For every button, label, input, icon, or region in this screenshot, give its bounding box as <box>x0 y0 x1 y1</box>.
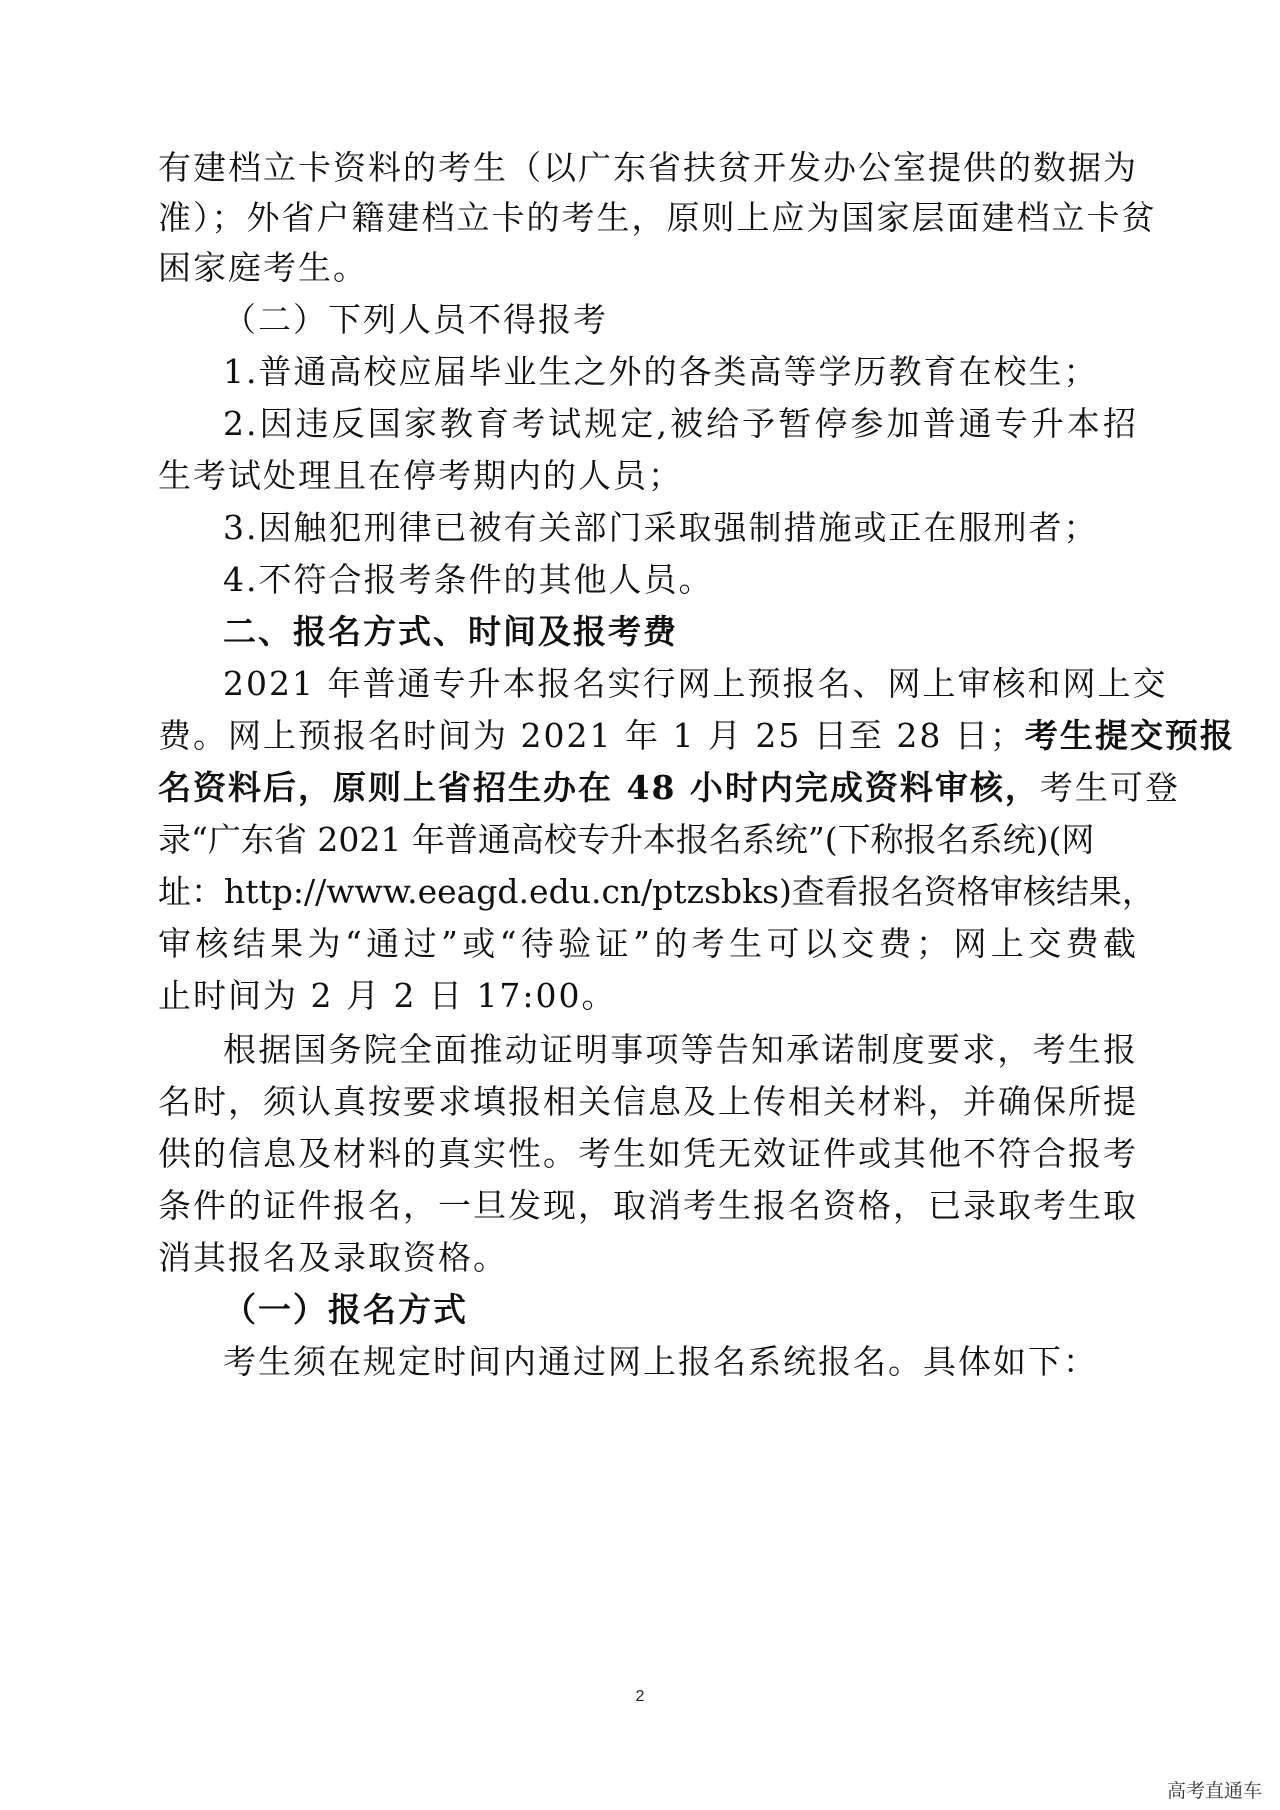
list-item: 1.普通高校应届毕业生之外的各类高等学历教育在校生； <box>223 352 1099 391</box>
watermark: 高考直通车 <box>1166 1780 1262 1802</box>
paragraph-line: 审核结果为“通过”或“待验证”的考生可以交费；网上交费截 <box>158 924 1138 963</box>
list-item: 4.不符合报考条件的其他人员。 <box>223 560 714 599</box>
bold-text-run: 名资料后，原则上省招生办在 48 小时内完成资料审核， <box>158 768 1040 807</box>
paragraph-line <box>158 768 1180 808</box>
paragraph-line: 名时，须认真按要求填报相关信息及上传相关材料，并确保所提 <box>158 1082 1138 1121</box>
paragraph-line: 根据国务院全面推动证明事项等告知承诺制度要求，考生报 <box>223 1030 1138 1069</box>
paragraph-line <box>158 716 1235 756</box>
paragraph-line: 2021 年普通专升本报名实行网上预报名、网上审核和网上交 <box>223 664 1168 703</box>
bold-text-run: 考生提交预报 <box>1024 716 1235 755</box>
list-item: 3.因触犯刑律已被有关部门采取强制措施或正在服刑者； <box>223 508 1099 547</box>
subheading-registration-method: （一）报名方式 <box>223 1290 468 1329</box>
paragraph-line: 址：http://www.eeagd.edu.cn/ptzsbks)查看报名资格审核结果， <box>158 872 1155 911</box>
paragraph-line: 止时间为 2 月 2 日 17:00。 <box>158 976 617 1015</box>
text-run: 费。网上预报名时间为 2021 年 1 月 25 日至 28 日； <box>158 716 1025 755</box>
list-item: 2.因违反国家教育考试规定,被给予暂停参加普通专升本招 <box>223 404 1138 443</box>
list-item-continuation: 生考试处理且在停考期内的人员； <box>158 456 683 495</box>
paragraph-line: 条件的证件报名，一旦发现，取消考生报名资格，已录取考生取 <box>158 1186 1138 1225</box>
section-heading: 二、报名方式、时间及报考费 <box>223 612 678 651</box>
paragraph-line: 录“广东省 2021 年普通高校专升本报名系统”(下称报名系统)(网 <box>158 820 1095 859</box>
paragraph-line: 准）；外省户籍建档立卡的考生，原则上应为国家层面建档立卡贫 <box>158 198 1157 237</box>
page-number: 2 <box>635 1688 645 1705</box>
paragraph-line: 困家庭考生。 <box>158 248 368 287</box>
paragraph-line: 考生须在规定时间内通过网上报名系统报名。具体如下： <box>223 1342 1098 1381</box>
paragraph-line: 有建档立卡资料的考生（以广东省扶贫开发办公室提供的数据为 <box>158 148 1138 187</box>
text-run: 考生可登 <box>1039 768 1180 807</box>
paragraph-line: 供的信息及材料的真实性。考生如凭无效证件或其他不符合报考 <box>158 1134 1138 1173</box>
subheading-not-allowed: （二）下列人员不得报考 <box>223 300 608 339</box>
paragraph-line: 消其报名及录取资格。 <box>158 1238 508 1277</box>
